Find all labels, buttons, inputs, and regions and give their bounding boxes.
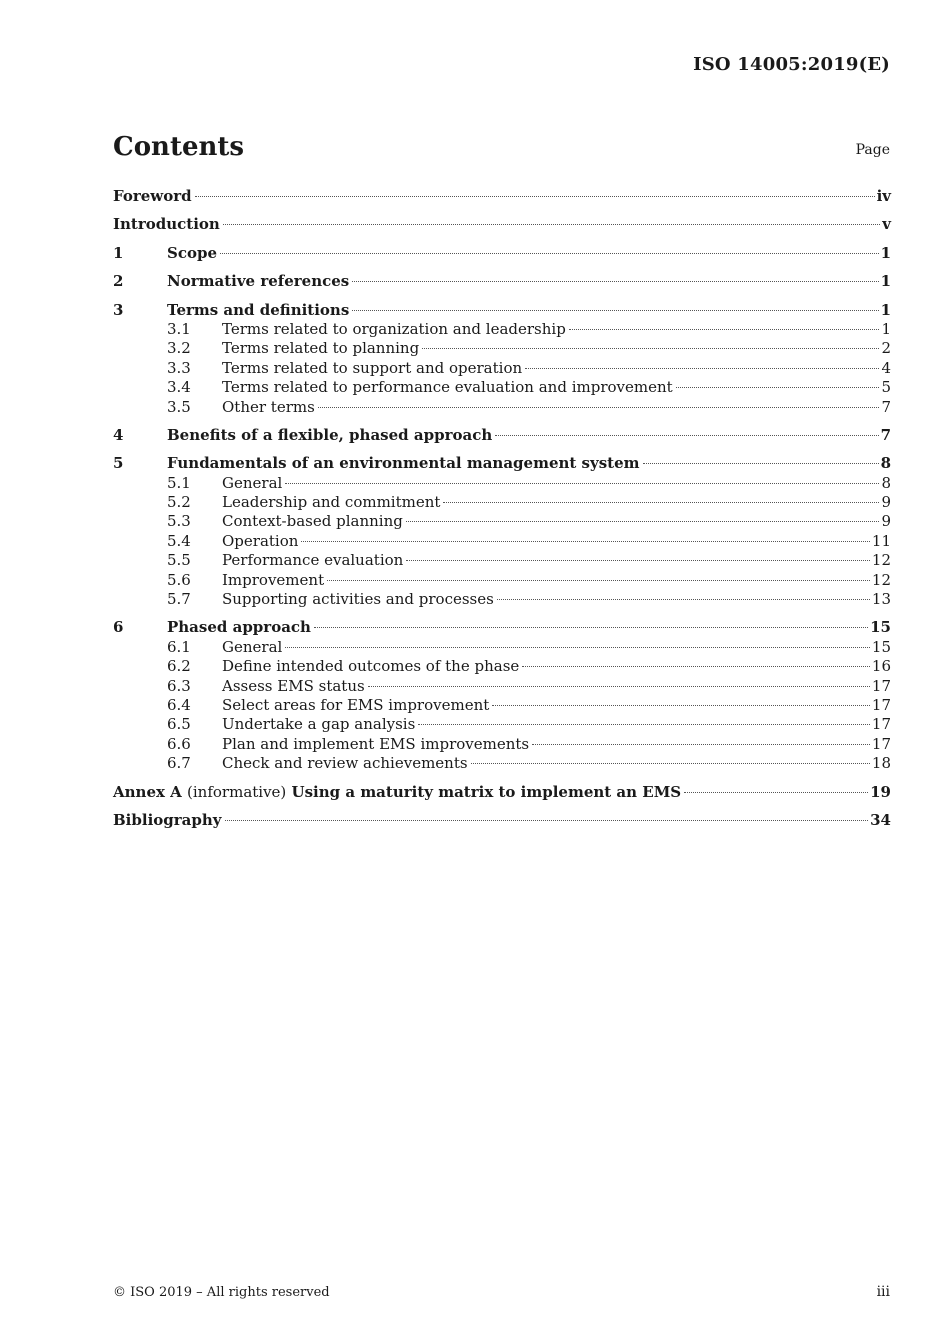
toc-page-number: 5 [881, 378, 891, 397]
contents-title: Contents [113, 132, 245, 162]
toc-subentry[interactable] [113, 398, 891, 417]
dot-leader [676, 386, 880, 388]
toc-number: 5 [113, 454, 124, 473]
dot-leader [522, 665, 870, 667]
toc-entry-bibliography[interactable] [113, 811, 891, 830]
dot-leader [422, 347, 879, 349]
dot-leader [285, 646, 870, 648]
toc-number: 3.2 [167, 339, 191, 358]
toc-page-number: 17 [871, 715, 891, 734]
toc-page-number: 19 [870, 782, 891, 801]
toc-page-number: 17 [871, 695, 891, 714]
toc-page-number: 16 [871, 657, 891, 676]
annex-title-group [113, 783, 681, 802]
toc-subentry[interactable] [113, 696, 891, 715]
toc-title: Leadership and commitment [222, 493, 441, 512]
dot-leader [492, 704, 870, 706]
toc-page-number: 18 [871, 754, 891, 773]
toc-number: 6.4 [167, 695, 191, 714]
toc-subentry[interactable] [113, 677, 891, 696]
toc-page-number: 1 [880, 243, 891, 262]
toc-subentry[interactable] [113, 590, 891, 609]
toc-title: Assess EMS status [222, 676, 365, 695]
toc-title: Context-based planning [222, 512, 403, 531]
toc-entry[interactable] [113, 426, 891, 445]
dot-leader [495, 434, 878, 436]
toc-title: Terms related to performance evaluation and improvement [222, 378, 673, 397]
toc-page-number: 1 [880, 300, 891, 319]
toc-page-number: 9 [881, 512, 891, 531]
toc-title: Normative references [167, 272, 350, 291]
toc-subentry[interactable] [113, 754, 891, 773]
dot-leader [327, 579, 870, 581]
toc-page-number: 34 [870, 810, 891, 829]
toc-title: Fundamentals of an environmental management system [167, 454, 640, 473]
toc-title: General [222, 473, 283, 492]
toc-title: Check and review achievements [222, 754, 468, 773]
toc-subentry[interactable] [113, 532, 891, 551]
toc-entry[interactable] [113, 187, 891, 206]
toc-subentry[interactable] [113, 657, 891, 676]
dot-leader [406, 520, 880, 522]
toc-title: Scope [167, 243, 218, 262]
toc-number: 6.3 [167, 676, 191, 695]
dot-leader [418, 723, 870, 725]
page-column-label: Page [855, 142, 890, 158]
dot-leader [352, 309, 878, 311]
toc-entry[interactable] [113, 618, 891, 637]
toc-page-number: 4 [881, 358, 891, 377]
dot-leader [195, 195, 875, 197]
dot-leader [368, 685, 870, 687]
dot-leader [314, 626, 868, 628]
dot-leader [525, 367, 879, 369]
toc-title: Foreword [113, 187, 192, 205]
toc-entry[interactable] [113, 215, 891, 234]
toc-page-number: v [882, 215, 891, 234]
toc-title: Terms related to planning [222, 339, 420, 358]
toc-subentry[interactable] [113, 378, 891, 397]
toc-entry[interactable] [113, 244, 891, 263]
toc-title: Plan and implement EMS improvements [222, 734, 530, 753]
toc-number: 3.4 [167, 378, 191, 397]
dot-leader [497, 598, 870, 600]
toc-entry[interactable] [113, 272, 891, 291]
toc-page-number: 11 [871, 531, 891, 550]
toc-subentry[interactable] [113, 359, 891, 378]
toc-number: 5.2 [167, 493, 191, 512]
toc-title: Define intended outcomes of the phase [222, 657, 520, 676]
bibliography-title: Bibliography [113, 810, 222, 829]
toc-page-number: 15 [870, 618, 891, 637]
footer-page-number: iii [876, 1284, 890, 1300]
dot-leader [532, 743, 870, 745]
toc-subentry[interactable] [113, 551, 891, 570]
dot-leader [443, 501, 879, 503]
toc-title: Terms related to organization and leadership [222, 319, 566, 338]
toc-title: Phased approach [167, 618, 311, 637]
dot-leader [406, 559, 870, 561]
toc-subentry[interactable] [113, 493, 891, 512]
toc-title: Performance evaluation [222, 551, 404, 570]
toc-page-number: 15 [871, 637, 891, 656]
toc-subentry[interactable] [113, 512, 891, 531]
toc-number: 5.1 [167, 473, 191, 492]
toc-title: Introduction [113, 215, 220, 234]
toc-subentry[interactable] [113, 715, 891, 734]
toc-subentry[interactable] [113, 571, 891, 590]
toc-subentry[interactable] [113, 320, 891, 339]
dot-leader [220, 252, 879, 254]
toc-number: 6.7 [167, 754, 191, 773]
toc-page-number: 1 [880, 272, 891, 291]
annex-title: Using a maturity matrix to implement an EMS [291, 782, 682, 801]
annex-label: Annex A [113, 782, 182, 801]
toc-title: General [222, 637, 283, 656]
toc-page-number: iv [876, 187, 891, 205]
toc-number: 6.5 [167, 715, 191, 734]
toc-page-number: 13 [871, 590, 891, 609]
toc-page-number: 17 [871, 676, 891, 695]
toc-entry-annex[interactable] [113, 783, 891, 802]
toc-number: 6.6 [167, 734, 191, 753]
toc-number: 3.5 [167, 397, 191, 416]
toc-title: Undertake a gap analysis [222, 715, 416, 734]
document-id: ISO 14005:2019(E) [693, 54, 890, 75]
dot-leader [569, 328, 880, 330]
toc-title: Other terms [222, 397, 315, 416]
toc-number: 5.5 [167, 551, 191, 570]
footer-copyright: © ISO 2019 – All rights reserved [113, 1285, 330, 1300]
toc-title: Benefits of a flexible, phased approach [167, 425, 493, 444]
toc-number: 1 [113, 243, 124, 262]
dot-leader [318, 406, 880, 408]
annex-type: (informative) [187, 782, 287, 801]
toc-title: Supporting activities and processes [222, 590, 494, 609]
dot-leader [684, 791, 868, 793]
toc-subentry[interactable] [113, 474, 891, 493]
toc-title: Terms related to support and operation [222, 358, 523, 377]
toc-number: 5.3 [167, 512, 191, 531]
toc-page-number: 8 [881, 473, 891, 492]
toc-page-number: 9 [881, 493, 891, 512]
dot-leader [301, 540, 870, 542]
toc-entry[interactable] [113, 454, 891, 473]
toc-number: 6.2 [167, 657, 191, 676]
toc-number: 5.4 [167, 531, 191, 550]
toc-title: Select areas for EMS improvement [222, 695, 490, 714]
dot-leader [471, 762, 870, 764]
toc-number: 3.1 [167, 319, 191, 338]
toc-number: 4 [113, 425, 124, 444]
toc-page-number: 2 [881, 339, 891, 358]
dot-leader [643, 462, 879, 464]
table-of-contents [113, 184, 891, 830]
toc-title: Operation [222, 531, 299, 550]
dot-leader [223, 223, 880, 225]
toc-page-number: 17 [871, 734, 891, 753]
toc-number: 2 [113, 272, 124, 291]
dot-leader [352, 280, 878, 282]
toc-page-number: 8 [880, 454, 891, 473]
toc-page-number: 12 [871, 570, 891, 589]
toc-subentry[interactable] [113, 339, 891, 358]
toc-number: 5.7 [167, 590, 191, 609]
toc-title: Terms and definitions [167, 300, 350, 319]
toc-number: 6.1 [167, 637, 191, 656]
toc-entry[interactable] [113, 301, 891, 320]
toc-number: 3.3 [167, 358, 191, 377]
toc-page-number: 1 [881, 319, 891, 338]
dot-leader [225, 819, 869, 821]
toc-number: 6 [113, 618, 124, 637]
dot-leader [285, 482, 879, 484]
toc-page-number: 7 [881, 397, 891, 416]
toc-subentry[interactable] [113, 638, 891, 657]
toc-title: Improvement [222, 570, 325, 589]
toc-page-number: 7 [880, 425, 891, 444]
toc-number: 3 [113, 300, 124, 319]
toc-page-number: 12 [871, 551, 891, 570]
toc-subentry[interactable] [113, 735, 891, 754]
toc-number: 5.6 [167, 570, 191, 589]
